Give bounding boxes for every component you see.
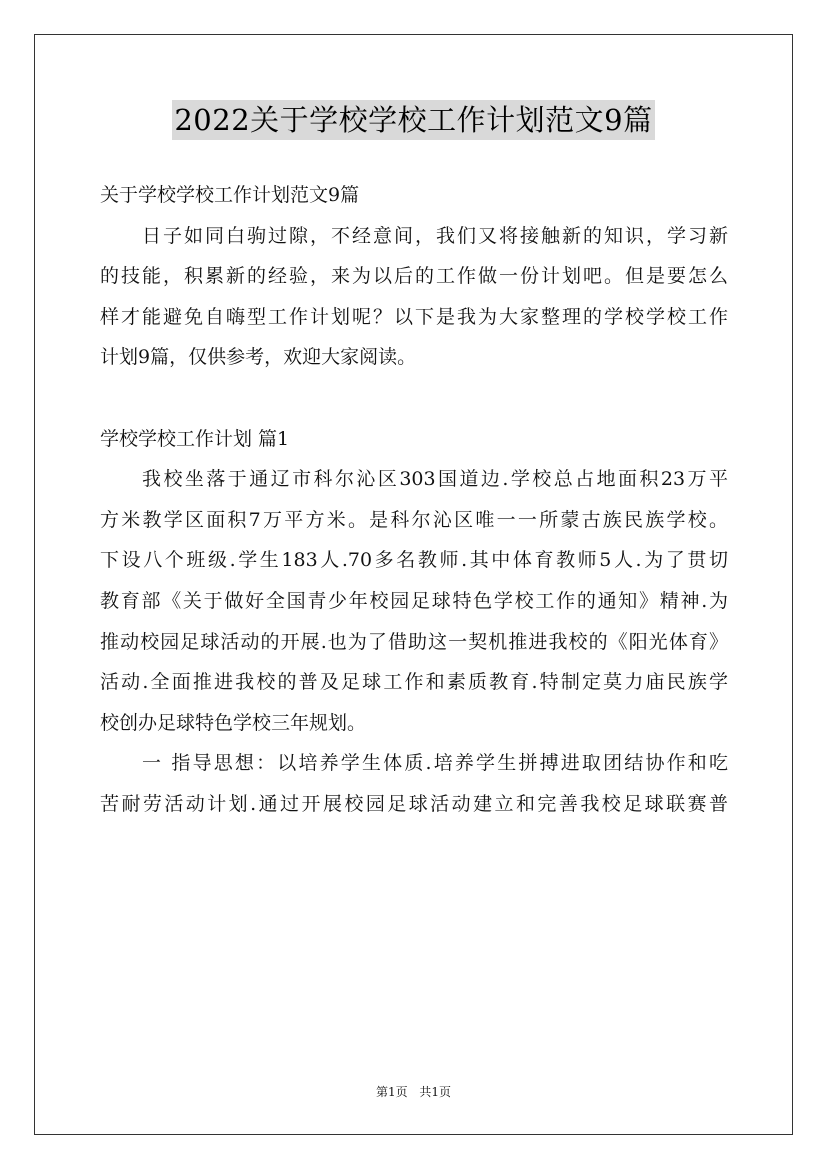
text-line: 苦耐劳活动计划.通过开展校园足球活动建立和完善我校足球联赛普 bbox=[100, 792, 728, 815]
text-line: 的技能，积累新的经验，来为以后的工作做一份计划吧。但是要怎么 bbox=[100, 265, 728, 288]
text-line: 计划9篇，仅供参考，欢迎大家阅读。 bbox=[100, 346, 417, 369]
text-line: 一 指导思想：以培养学生体质.培养学生拼搏进取团结协作和吃 bbox=[142, 752, 728, 775]
text-line: 样才能避免自嗨型工作计划呢？以下是我为大家整理的学校学校工作 bbox=[100, 305, 728, 328]
text-line: 方米教学区面积7万平方米。是科尔沁区唯一一所蒙古族民族学校。 bbox=[100, 508, 728, 531]
page-total: 共1页 bbox=[419, 1085, 452, 1099]
text-line: 活动.全面推进我校的普及足球工作和素质教育.特制定莫力庙民族学 bbox=[100, 671, 728, 694]
text-line: 教育部《关于做好全国青少年校园足球特色学校工作的通知》精神.为 bbox=[100, 589, 728, 612]
text-line: 下设八个班级.学生183人.70多名教师.其中体育教师5人.为了贯切 bbox=[100, 549, 728, 572]
text-line: 我校坐落于通辽市科尔沁区303国道边.学校总占地面积23万平 bbox=[142, 468, 728, 491]
page-footer bbox=[0, 1084, 827, 1100]
title-container bbox=[0, 100, 827, 140]
text-line: 学校学校工作计划 篇1 bbox=[100, 427, 290, 450]
text-line: 校创办足球特色学校三年规划。 bbox=[100, 711, 367, 734]
document-body bbox=[100, 175, 728, 825]
blank-line bbox=[100, 378, 728, 419]
document-title: 2022关于学校学校工作计划范文9篇 bbox=[172, 100, 654, 140]
text-line: 推动校园足球活动的开展.也为了借助这一契机推进我校的《阳光体育》 bbox=[100, 630, 728, 653]
text-line: 关于学校学校工作计划范文9篇 bbox=[100, 184, 360, 206]
page-number: 第1页 bbox=[375, 1085, 408, 1099]
text-line: 日子如同白驹过隙，不经意间，我们又将接触新的知识，学习新 bbox=[142, 224, 728, 247]
